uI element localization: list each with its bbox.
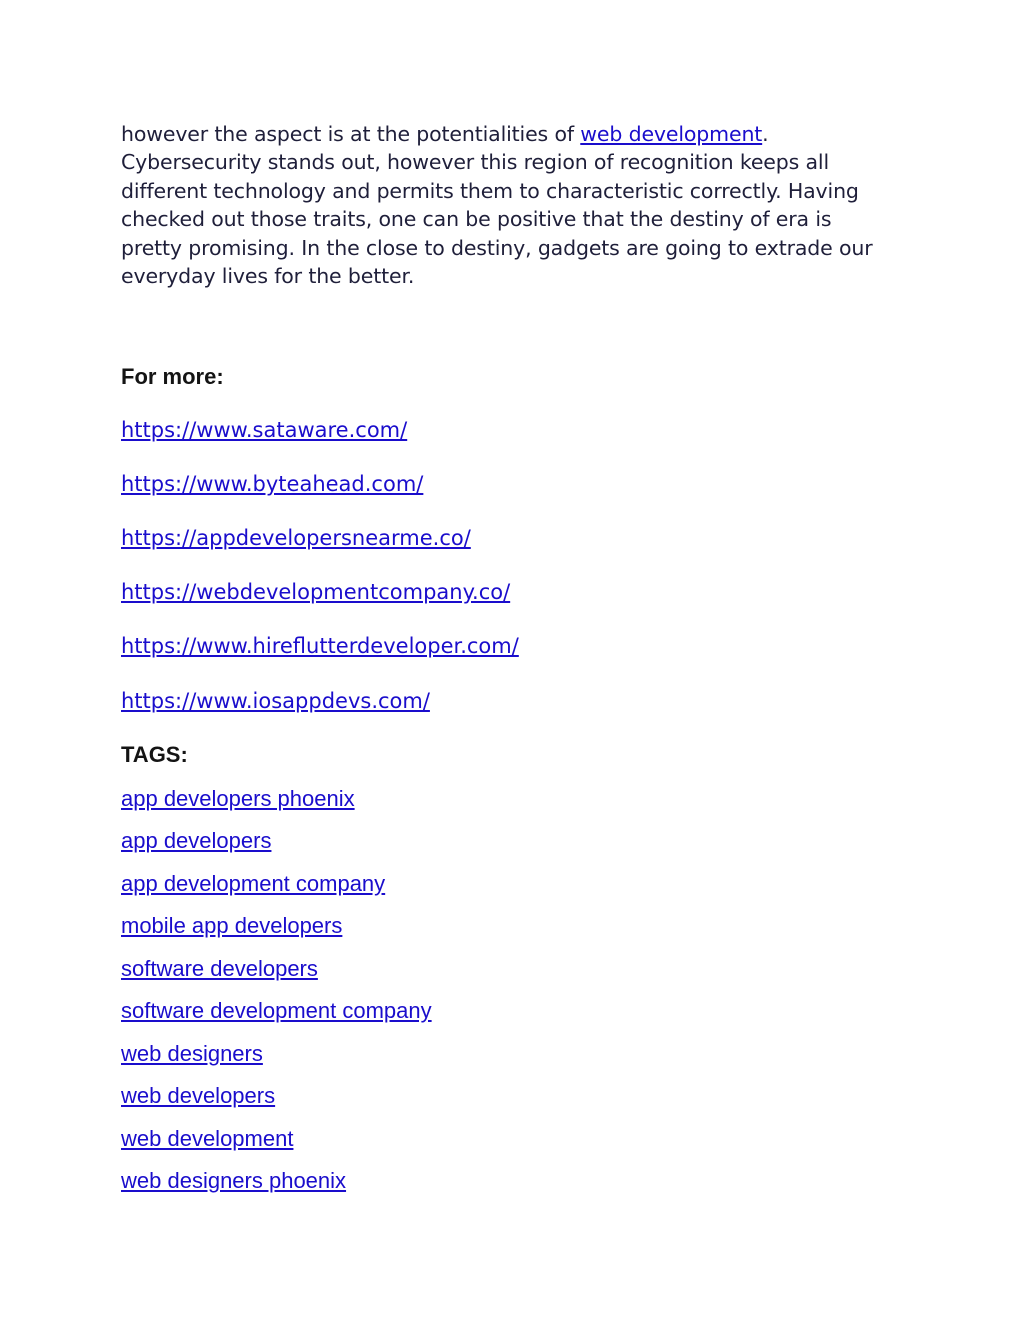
tag-link-app-development-company[interactable]: app development company (121, 871, 386, 896)
more-link-webdevelopmentcompany[interactable]: https://webdevelopmentcompany.co/ (121, 580, 511, 604)
tag-link-software-development-company[interactable]: software development company (121, 998, 432, 1023)
inline-link-web-development[interactable]: web development (580, 122, 763, 146)
tag-link-app-developers-phoenix[interactable]: app developers phoenix (121, 786, 355, 811)
more-link-iosappdevs[interactable]: https://www.iosappdevs.com/ (121, 689, 430, 713)
for-more-heading: For more: (121, 364, 224, 389)
tag-link-software-developers[interactable]: software developers (121, 956, 318, 981)
more-link-hireflutterdeveloper[interactable]: https://www.hireflutterdeveloper.com/ (121, 634, 519, 658)
tag-link-mobile-app-developers[interactable]: mobile app developers (121, 913, 343, 938)
tags-heading: TAGS: (121, 742, 188, 767)
tag-link-app-developers[interactable]: app developers (121, 828, 272, 853)
more-link-byteahead[interactable]: https://www.byteahead.com/ (121, 472, 424, 496)
tag-link-web-developers[interactable]: web developers (121, 1083, 276, 1108)
paragraph-text-before: however the aspect is at the potentialities of (121, 122, 581, 146)
more-link-appdevelopersnearme[interactable]: https://appdevelopersnearme.co/ (121, 526, 471, 550)
tag-link-web-designers[interactable]: web designers (121, 1041, 263, 1066)
paragraph-text-after: . Cybersecurity stands out, however this region of recognition keeps all different technology and permits them to characteristic correctly. Having checked out those traits, one can be positive that the destiny of era is pretty promising. In the close to destiny, gadgets are going to extrade our everyday lives for the better. (121, 122, 873, 289)
tag-link-web-designers-phoenix[interactable]: web designers phoenix (121, 1168, 347, 1193)
tag-link-web-development[interactable]: web development (121, 1126, 294, 1151)
body-paragraph (121, 120, 896, 290)
more-link-sataware[interactable]: https://www.sataware.com/ (121, 418, 408, 442)
